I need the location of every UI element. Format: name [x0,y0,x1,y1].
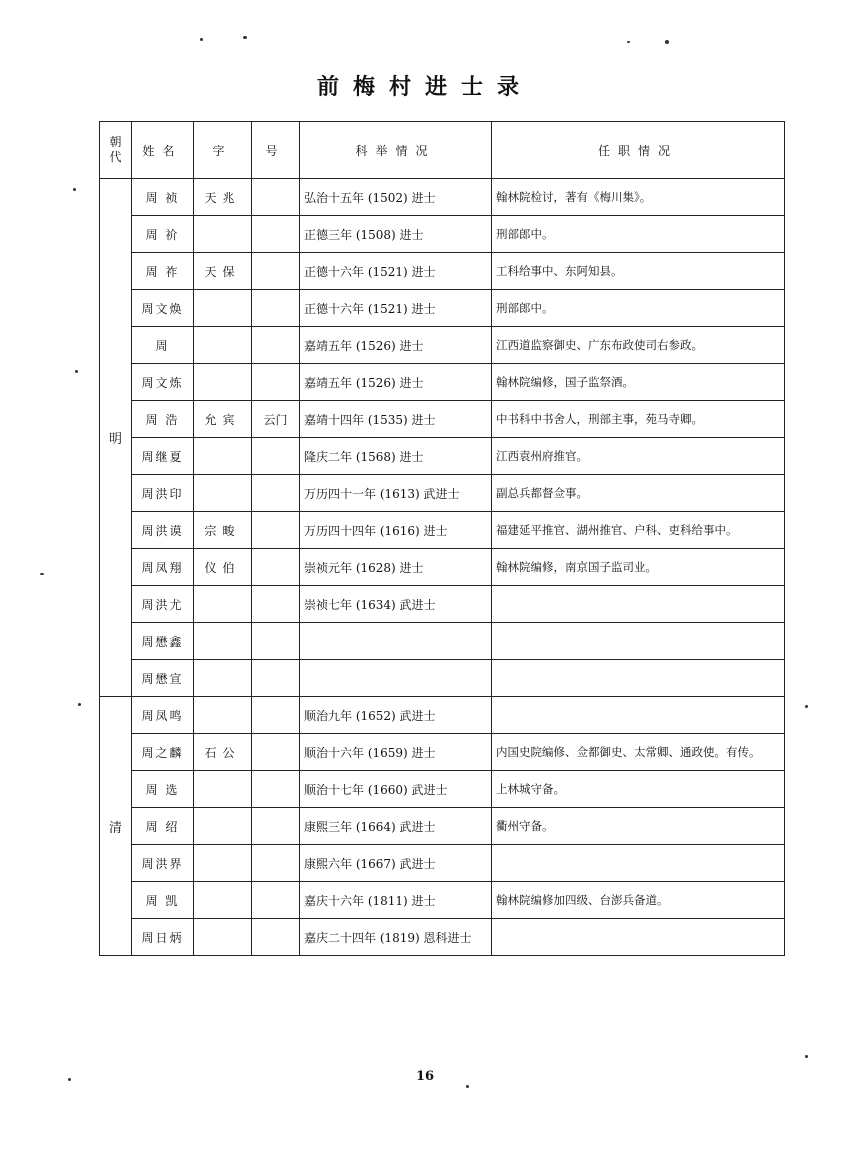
cell-office: 上林城守备。 [492,771,785,808]
cell-name: 周之麟 [132,734,194,771]
cell-style [252,882,300,919]
header-exam: 科举情况 [300,122,492,179]
scan-speck [805,1055,808,1058]
table-row [100,290,785,327]
cell-office [492,586,785,623]
table-row [100,882,785,919]
scan-speck [200,38,203,41]
cell-name: 周洪印 [132,475,194,512]
table-row [100,919,785,956]
header-dynasty [100,122,132,179]
scan-speck [805,705,808,708]
table-row [100,327,785,364]
scan-speck [243,36,247,39]
cell-exam: 弘治十五年 (1502) 进士 [300,179,492,216]
cell-exam: 万历四十四年 (1616) 进士 [300,512,492,549]
cell-courtesy: 仪伯 [194,549,252,586]
cell-style [252,919,300,956]
cell-exam: 嘉靖十四年 (1535) 进士 [300,401,492,438]
cell-courtesy [194,882,252,919]
cell-style [252,216,300,253]
scan-speck [665,40,669,44]
cell-courtesy [194,290,252,327]
table-row [100,364,785,401]
cell-name: 周文焕 [132,290,194,327]
cell-name: 周 祚 [132,253,194,290]
cell-courtesy [194,919,252,956]
scan-speck [73,188,76,191]
cell-courtesy [194,327,252,364]
dynasty-ming-label: 明 [100,179,132,697]
cell-courtesy: 天保 [194,253,252,290]
table-row [100,253,785,290]
cell-style [252,845,300,882]
cell-courtesy [194,697,252,734]
jinshi-records-table [99,121,785,956]
cell-style [252,734,300,771]
dynasty-qing-label: 清 [100,697,132,956]
table-row [100,179,785,216]
cell-exam: 康熙六年 (1667) 武进士 [300,845,492,882]
table-row [100,438,785,475]
table-row [100,771,785,808]
cell-office: 刑部郎中。 [492,216,785,253]
cell-style [252,327,300,364]
cell-exam: 正德三年 (1508) 进士 [300,216,492,253]
cell-name: 周 祄 [132,216,194,253]
cell-name: 周洪界 [132,845,194,882]
cell-exam: 正德十六年 (1521) 进士 [300,253,492,290]
table-body [100,179,785,956]
cell-style [252,253,300,290]
cell-office: 工科给事中、东阿知县。 [492,253,785,290]
cell-name: 周 祯 [132,179,194,216]
cell-style [252,290,300,327]
cell-name: 周凤鸣 [132,697,194,734]
cell-name: 周懋鑫 [132,623,194,660]
table-row [100,845,785,882]
cell-style [252,438,300,475]
cell-courtesy: 宗畯 [194,512,252,549]
table-row [100,734,785,771]
table-header-row [100,122,785,179]
cell-office: 中书科中书舍人，刑部主事，苑马寺卿。 [492,401,785,438]
cell-exam: 崇祯元年 (1628) 进士 [300,549,492,586]
cell-style [252,808,300,845]
table-row [100,623,785,660]
cell-exam: 顺治九年 (1652) 武进士 [300,697,492,734]
cell-style [252,364,300,401]
cell-name: 周 绍 [132,808,194,845]
cell-exam: 正德十六年 (1521) 进士 [300,290,492,327]
cell-office [492,660,785,697]
cell-courtesy [194,364,252,401]
table-row [100,660,785,697]
cell-style [252,179,300,216]
cell-office: 副总兵都督佥事。 [492,475,785,512]
cell-office: 刑部郎中。 [492,290,785,327]
cell-office: 内国史院编修、佥都御史、太常卿、通政使。有传。 [492,734,785,771]
header-office: 任职情况 [492,122,785,179]
cell-name: 周洪谟 [132,512,194,549]
cell-courtesy: 天兆 [194,179,252,216]
cell-office [492,697,785,734]
cell-style [252,475,300,512]
scan-speck [40,573,44,575]
scan-speck [627,41,630,43]
cell-courtesy [194,438,252,475]
cell-exam: 嘉靖五年 (1526) 进士 [300,364,492,401]
header-style: 号 [252,122,300,179]
cell-courtesy [194,660,252,697]
cell-courtesy [194,216,252,253]
cell-courtesy [194,586,252,623]
cell-style [252,623,300,660]
cell-exam: 嘉靖五年 (1526) 进士 [300,327,492,364]
cell-office: 江西袁州府推官。 [492,438,785,475]
cell-exam: 康熙三年 (1664) 武进士 [300,808,492,845]
cell-exam: 顺治十七年 (1660) 武进士 [300,771,492,808]
cell-name: 周日炳 [132,919,194,956]
cell-office: 翰林院编修，南京国子监司业。 [492,549,785,586]
cell-name: 周继夏 [132,438,194,475]
cell-office [492,623,785,660]
cell-office [492,919,785,956]
cell-name: 周 [132,327,194,364]
cell-courtesy [194,808,252,845]
page-number: 16 [415,1069,435,1084]
cell-courtesy: 石公 [194,734,252,771]
cell-office: 福建延平推官、湖州推官、户科、吏科给事中。 [492,512,785,549]
cell-name: 周凤翔 [132,549,194,586]
cell-courtesy [194,845,252,882]
cell-courtesy [194,771,252,808]
cell-exam: 嘉庆二十四年 (1819) 恩科进士 [300,919,492,956]
cell-style [252,586,300,623]
cell-courtesy: 允宾 [194,401,252,438]
cell-office: 衢州守备。 [492,808,785,845]
scan-speck [78,703,81,706]
header-dynasty-line2: 代 [109,150,122,164]
cell-office: 翰林院检讨，著有《梅川集》。 [492,179,785,216]
cell-exam [300,660,492,697]
cell-style: 云门 [252,401,300,438]
table-row [100,808,785,845]
scan-speck [466,1085,469,1088]
cell-exam: 崇祯七年 (1634) 武进士 [300,586,492,623]
table-row [100,475,785,512]
page-title: 前梅村进士录 [316,74,533,100]
scan-speck [75,370,78,373]
cell-exam [300,623,492,660]
cell-office [492,845,785,882]
cell-exam: 顺治十六年 (1659) 进士 [300,734,492,771]
table-row [100,216,785,253]
cell-style [252,549,300,586]
cell-courtesy [194,623,252,660]
cell-office: 翰林院编修，国子监祭酒。 [492,364,785,401]
table-row [100,401,785,438]
cell-name: 周 浩 [132,401,194,438]
header-dynasty-line1: 朝 [109,135,122,149]
cell-style [252,697,300,734]
table-row [100,512,785,549]
cell-name: 周洪尤 [132,586,194,623]
cell-name: 周 凯 [132,882,194,919]
header-name: 姓名 [132,122,194,179]
cell-style [252,660,300,697]
cell-office: 江西道监察御史、广东布政使司右参政。 [492,327,785,364]
cell-office: 翰林院编修加四级、台澎兵备道。 [492,882,785,919]
table-row [100,586,785,623]
cell-exam: 万历四十一年 (1613) 武进士 [300,475,492,512]
scan-speck [68,1078,71,1081]
header-courtesy: 字 [194,122,252,179]
cell-name: 周文炼 [132,364,194,401]
cell-exam: 隆庆二年 (1568) 进士 [300,438,492,475]
cell-courtesy [194,475,252,512]
table-row [100,697,785,734]
cell-name: 周懋宣 [132,660,194,697]
cell-name: 周 选 [132,771,194,808]
cell-style [252,512,300,549]
cell-exam: 嘉庆十六年 (1811) 进士 [300,882,492,919]
table-row [100,549,785,586]
cell-style [252,771,300,808]
